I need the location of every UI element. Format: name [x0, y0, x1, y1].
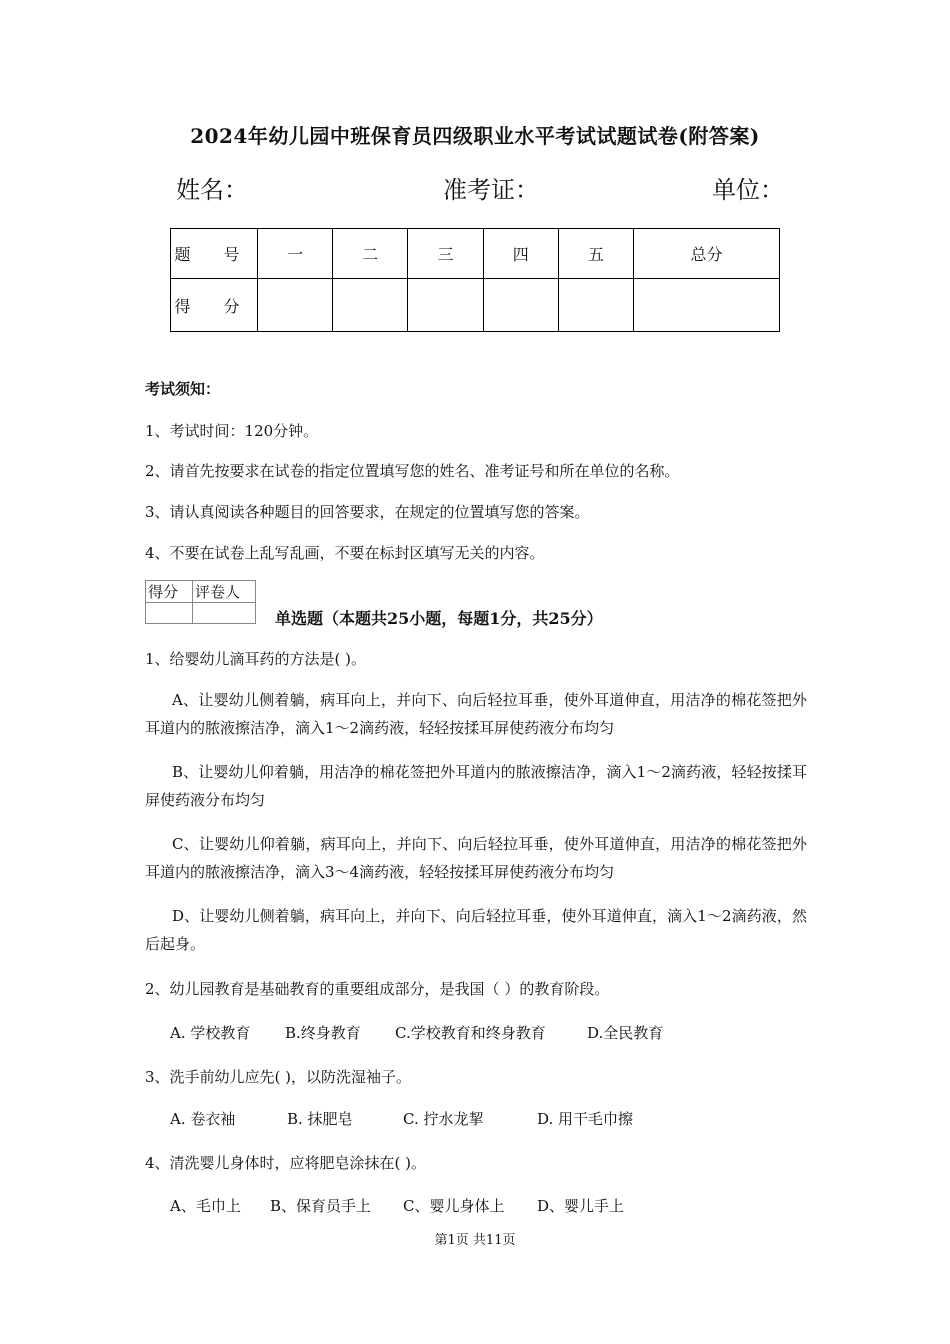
- score-blank-cell[interactable]: [634, 279, 780, 332]
- question-option: C.学校教育和终身教育: [395, 1024, 546, 1042]
- grader-box-score-blank[interactable]: [146, 603, 193, 624]
- score-table-header-row: [171, 229, 780, 279]
- score-table-cell: 四: [483, 229, 558, 279]
- question-option: D. 用干毛巾擦: [537, 1110, 634, 1128]
- notice-item: 1、考试时间：120分钟。: [145, 422, 319, 440]
- question-option: A. 卷衣袖: [170, 1110, 236, 1128]
- score-table-cell: 题 号: [171, 229, 258, 279]
- page-title: 2024年幼儿园中班保育员四级职业水平考试试题试卷(附答案): [190, 124, 760, 148]
- score-table-cell: 二: [333, 229, 408, 279]
- question-option: B. 抹肥皂: [287, 1110, 353, 1128]
- score-table-cell: 一: [258, 229, 333, 279]
- score-table-cell: 三: [408, 229, 483, 279]
- notice-item: 3、请认真阅读各种题目的回答要求，在规定的位置填写您的答案。: [145, 503, 590, 521]
- grader-box: [145, 580, 256, 624]
- question-stem: 2、幼儿园教育是基础教育的重要组成部分，是我国（ ）的教育阶段。: [145, 980, 610, 998]
- question-option: D、让婴幼儿侧着躺，病耳向上，并向下、向后轻拉耳垂，使外耳道伸直，滴入1～2滴药液，然后起身。: [145, 907, 807, 953]
- score-table-score-row: [171, 279, 780, 332]
- grader-box-grader-blank[interactable]: [193, 603, 256, 624]
- score-blank-cell[interactable]: [483, 279, 558, 332]
- page-footer: 第1页 共11页: [434, 1233, 516, 1248]
- question-option: A. 学校教育: [170, 1024, 251, 1042]
- exam-id-field-label: 准考证：: [443, 176, 539, 204]
- question-option: C、婴儿身体上: [403, 1197, 505, 1215]
- question-stem: 3、洗手前幼儿应先( )，以防洗湿袖子。: [145, 1068, 412, 1086]
- question-option: A、毛巾上: [170, 1197, 241, 1215]
- question-option: A、让婴幼儿侧着躺，病耳向上，并向下、向后轻拉耳垂，使外耳道伸直，用洁净的棉花签把外耳道内的脓液擦洁净，滴入1～2滴药液，轻轻按揉耳屏使药液分布均匀: [145, 691, 807, 737]
- score-blank-cell[interactable]: [408, 279, 483, 332]
- score-table-cell: 得 分: [171, 279, 258, 332]
- question-option: B、保育员手上: [270, 1197, 372, 1215]
- score-table: [170, 228, 780, 332]
- score-blank-cell[interactable]: [258, 279, 333, 332]
- question-stem: 1、给婴幼儿滴耳药的方法是( )。: [145, 650, 367, 668]
- notice-heading: 考试须知：: [145, 380, 221, 398]
- question-option: C. 拧水龙挈: [403, 1110, 484, 1128]
- question-option: C、让婴幼儿仰着躺，病耳向上，并向下、向后轻拉耳垂，使外耳道伸直，用洁净的棉花签把外耳道内的脓液擦洁净，滴入3～4滴药液，轻轻按揉耳屏使药液分布均匀: [145, 835, 807, 881]
- question-option: D、婴儿手上: [537, 1197, 625, 1215]
- notice-item: 4、不要在试卷上乱写乱画，不要在标封区填写无关的内容。: [145, 544, 545, 562]
- score-blank-cell[interactable]: [333, 279, 408, 332]
- section-title: 单选题（本题共25小题，每题1分，共25分）: [275, 609, 603, 628]
- name-field-label: 姓名：: [176, 176, 248, 204]
- unit-field-label: 单位：: [712, 176, 784, 204]
- score-table-cell: 五: [558, 229, 633, 279]
- notice-item: 2、请首先按要求在试卷的指定位置填写您的姓名、准考证号和所在单位的名称。: [145, 462, 680, 480]
- score-table-cell: 总分: [634, 229, 780, 279]
- grader-box-grader-label: 评卷人: [193, 581, 256, 603]
- question-stem: 4、清洗婴儿身体时，应将肥皂涂抹在( )。: [145, 1154, 427, 1172]
- grader-box-score-label: 得分: [146, 581, 193, 603]
- question-option: B、让婴幼儿仰着躺，用洁净的棉花签把外耳道内的脓液擦洁净，滴入1～2滴药液，轻轻按揉耳屏使药液分布均匀: [145, 763, 807, 809]
- score-blank-cell[interactable]: [558, 279, 633, 332]
- question-option: B.终身教育: [285, 1024, 361, 1042]
- question-option: D.全民教育: [587, 1024, 664, 1042]
